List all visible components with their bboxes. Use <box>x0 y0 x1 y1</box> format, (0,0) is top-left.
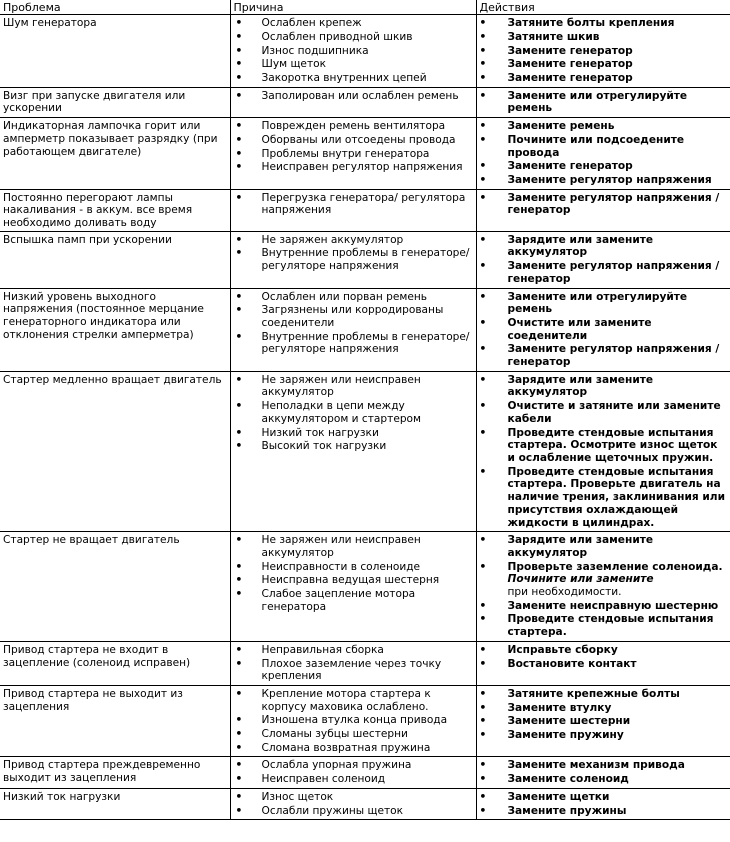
cause-item: • Сломаны зубцы шестерни <box>234 728 473 741</box>
cause-item: • Износ щеток <box>234 791 473 804</box>
action-item: • Востановите контакт <box>480 658 728 671</box>
problem-text: Привод стартера не выходит из зацепления <box>3 687 183 713</box>
cause-item: • Не заряжен аккумулятор <box>234 234 473 247</box>
cause-item: • Заполирован или ослаблен ремень <box>234 90 473 103</box>
action-cell <box>476 788 730 819</box>
cause-item: • Оборваны или отсоедены провода <box>234 134 473 147</box>
problem-text: Стартер медленно вращает двигатель <box>3 373 222 386</box>
cause-item: • Ослаблен или порван ремень <box>234 291 473 304</box>
problem-text: Низкий уровень выходного напряжения (постоянное мерцание генераторного индикатора или отклонения стрелки амперметра) <box>3 290 204 341</box>
action-item: • Почините или подсоедените провода <box>480 134 728 159</box>
cause-cell <box>230 288 476 371</box>
action-item: • Замените пружину <box>480 729 728 742</box>
problem-cell <box>0 118 230 190</box>
problem-text: Привод стартера не входит в зацепление (соленоид исправен) <box>3 643 191 669</box>
action-cell <box>476 288 730 371</box>
cause-item: • Ослаблен приводной шкив <box>234 31 473 44</box>
cause-cell <box>230 685 476 757</box>
cause-item: • Неисправен регулятор напряжения <box>234 161 473 174</box>
table-row <box>0 757 730 788</box>
header-cause: Причина <box>230 0 476 15</box>
action-item: • Замените втулку <box>480 702 728 715</box>
action-item <box>480 561 728 599</box>
cause-item: • Ослабли пружины щеток <box>234 805 473 818</box>
cause-item: • Перегрузка генератора/ регулятора напряжения <box>234 192 473 217</box>
cause-cell <box>230 371 476 531</box>
table-row <box>0 288 730 371</box>
action-item: • Затяните шкив <box>480 31 728 44</box>
table-header-row <box>0 0 730 15</box>
problem-cell <box>0 685 230 757</box>
problem-cell <box>0 641 230 685</box>
action-item: • Замените генератор <box>480 160 728 173</box>
cause-item: • Проблемы внутри генератора <box>234 148 473 161</box>
table-row <box>0 87 730 117</box>
problem-text: Вспышка памп при ускорении <box>3 233 172 246</box>
problem-text: Постоянно перегорают лампы накаливания - в аккум. все время необходимо доливать воду <box>3 191 193 230</box>
action-item: • Замените механизм привода <box>480 759 728 772</box>
cause-item: • Износ подшипника <box>234 45 473 58</box>
cause-item: • Высокий ток нагрузки <box>234 440 473 453</box>
cause-item: • Неполадки в цепи между аккумулятором и стартером <box>234 400 473 425</box>
action-cell <box>476 15 730 88</box>
cause-item: • Плохое заземление через точку крепления <box>234 658 473 683</box>
cause-item: • Загрязнены или корродированы соеденители <box>234 304 473 329</box>
problem-cell <box>0 189 230 231</box>
problem-cell <box>0 15 230 88</box>
action-item: • Замените ремень <box>480 120 728 133</box>
problem-text: Визг при запуске двигателя или ускорении <box>3 89 186 115</box>
cause-item: • Сломана возвратная пружина <box>234 742 473 755</box>
action-item: • Очистите или замените соеденители <box>480 317 728 342</box>
action-item: • Проведите стендовые испытания стартера. <box>480 613 728 638</box>
action-cell <box>476 371 730 531</box>
action-item: • Замените или отрегулируйте ремень <box>480 291 728 316</box>
cause-item: • Ослабла упорная пружина <box>234 759 473 772</box>
cause-cell <box>230 641 476 685</box>
cause-item: • Ослаблен крепеж <box>234 17 473 30</box>
cause-cell <box>230 532 476 642</box>
problem-text: Стартер не вращает двигатель <box>3 534 180 547</box>
cause-item: • Закоротка внутренних цепей <box>234 72 473 85</box>
action-note-plain: при необходимости. <box>507 586 622 599</box>
cause-item: • Шум щеток <box>234 58 473 71</box>
action-item: • Замените регулятор напряжения <box>480 174 728 187</box>
action-item: • Замените генератор <box>480 58 728 71</box>
action-item: • Замените генератор <box>480 72 728 85</box>
problem-text: Индикаторная лампочка горит или амперметр показывает разрядку (при работающем двигателе) <box>3 120 218 158</box>
action-item: • Замените или отрегулируйте ремень <box>480 90 728 115</box>
action-item: • Замените шестерни <box>480 715 728 728</box>
action-item: • Замените пружины <box>480 805 728 818</box>
cause-item: • Изношена втулка конца привода <box>234 714 473 727</box>
action-item: • Проведите стендовые испытания стартера. Проверьте двигатель на наличие трения, заклинивания или присутствия охлаждающей жидкости в цилиндрах. <box>480 466 728 530</box>
cause-item: • Крепление мотора стартера к корпусу маховика ослаблено. <box>234 688 473 713</box>
action-item: • Замените генератор <box>480 45 728 58</box>
action-item: • Замените щетки <box>480 791 728 804</box>
action-cell <box>476 641 730 685</box>
cause-item: • Внутренние проблемы в генераторе/ регуляторе напряжения <box>234 247 473 272</box>
cause-cell <box>230 87 476 117</box>
cause-item: • Неправильная сборка <box>234 644 473 657</box>
problem-cell <box>0 532 230 642</box>
action-cell <box>476 231 730 288</box>
action-cell <box>476 757 730 788</box>
action-cell <box>476 118 730 190</box>
action-text: Зарядите или замените аккумулятор <box>507 534 654 559</box>
table-row <box>0 231 730 288</box>
problem-cell <box>0 757 230 788</box>
action-item: • Затяните болты крепления <box>480 17 728 30</box>
table-row <box>0 118 730 190</box>
action-item: • Очистите и затяните или замените кабели <box>480 400 728 425</box>
header-actions: Действия <box>476 0 730 15</box>
action-item <box>480 534 728 559</box>
action-item: • Исправьте сборку <box>480 644 728 657</box>
action-cell <box>476 87 730 117</box>
cause-cell <box>230 788 476 819</box>
action-item: • Проведите стендовые испытания стартера. Осмотрите износ щеток и ослабление щеточных пружин. <box>480 427 728 465</box>
cause-cell <box>230 189 476 231</box>
cause-item: • Неисправен соленоид <box>234 773 473 786</box>
problem-text: Привод стартера преждевременно выходит из зацепления <box>3 759 201 785</box>
cause-item: • Не заряжен или неисправен аккумулятор <box>234 374 473 399</box>
problem-cell <box>0 87 230 117</box>
action-item: • Затяните крепежные болты <box>480 688 728 701</box>
cause-cell <box>230 757 476 788</box>
problem-cell <box>0 231 230 288</box>
table-row <box>0 15 730 88</box>
header-problem: Проблема <box>0 0 230 15</box>
cause-item: • Слабое зацепление мотора генератора <box>234 588 473 613</box>
cause-item: • Неисправна ведущая шестерня <box>234 574 473 587</box>
action-cell <box>476 685 730 757</box>
action-note-italic: Почините или замените <box>507 573 654 586</box>
table-row <box>0 532 730 642</box>
action-item: • Замените регулятор напряжения /генератор <box>480 260 728 285</box>
table-row <box>0 788 730 819</box>
table-row <box>0 371 730 531</box>
action-item: • Замените регулятор напряжения /генератор <box>480 343 728 368</box>
action-item: • Замените неисправную шестерню <box>480 600 728 613</box>
table-row <box>0 685 730 757</box>
cause-item: • Внутренние проблемы в генераторе/ регуляторе напряжения <box>234 331 473 356</box>
problem-cell <box>0 288 230 371</box>
action-item: • Замените регулятор напряжения /генератор <box>480 192 728 217</box>
cause-item: • Неисправности в соленоиде <box>234 561 473 574</box>
problem-cell <box>0 371 230 531</box>
table-row <box>0 189 730 231</box>
cause-item: • Поврежден ремень вентилятора <box>234 120 473 133</box>
problem-text: Шум генератора <box>3 17 97 30</box>
cause-item: • Низкий ток нагрузки <box>234 427 473 440</box>
action-item: • Зарядите или замените аккумулятор <box>480 374 728 399</box>
problem-text: Низкий ток нагрузки <box>3 790 121 803</box>
cause-cell <box>230 118 476 190</box>
action-cell <box>476 189 730 231</box>
cause-cell <box>230 231 476 288</box>
action-item: • Замените соленоид <box>480 773 728 786</box>
action-text: Проверьте заземление соленоида. <box>507 560 723 573</box>
table-row <box>0 641 730 685</box>
action-item: • Зарядите или замените аккумулятор <box>480 234 728 259</box>
action-cell <box>476 532 730 642</box>
cause-cell <box>230 15 476 88</box>
cause-item: • Не заряжен или неисправен аккумулятор <box>234 534 473 559</box>
problem-cell <box>0 788 230 819</box>
